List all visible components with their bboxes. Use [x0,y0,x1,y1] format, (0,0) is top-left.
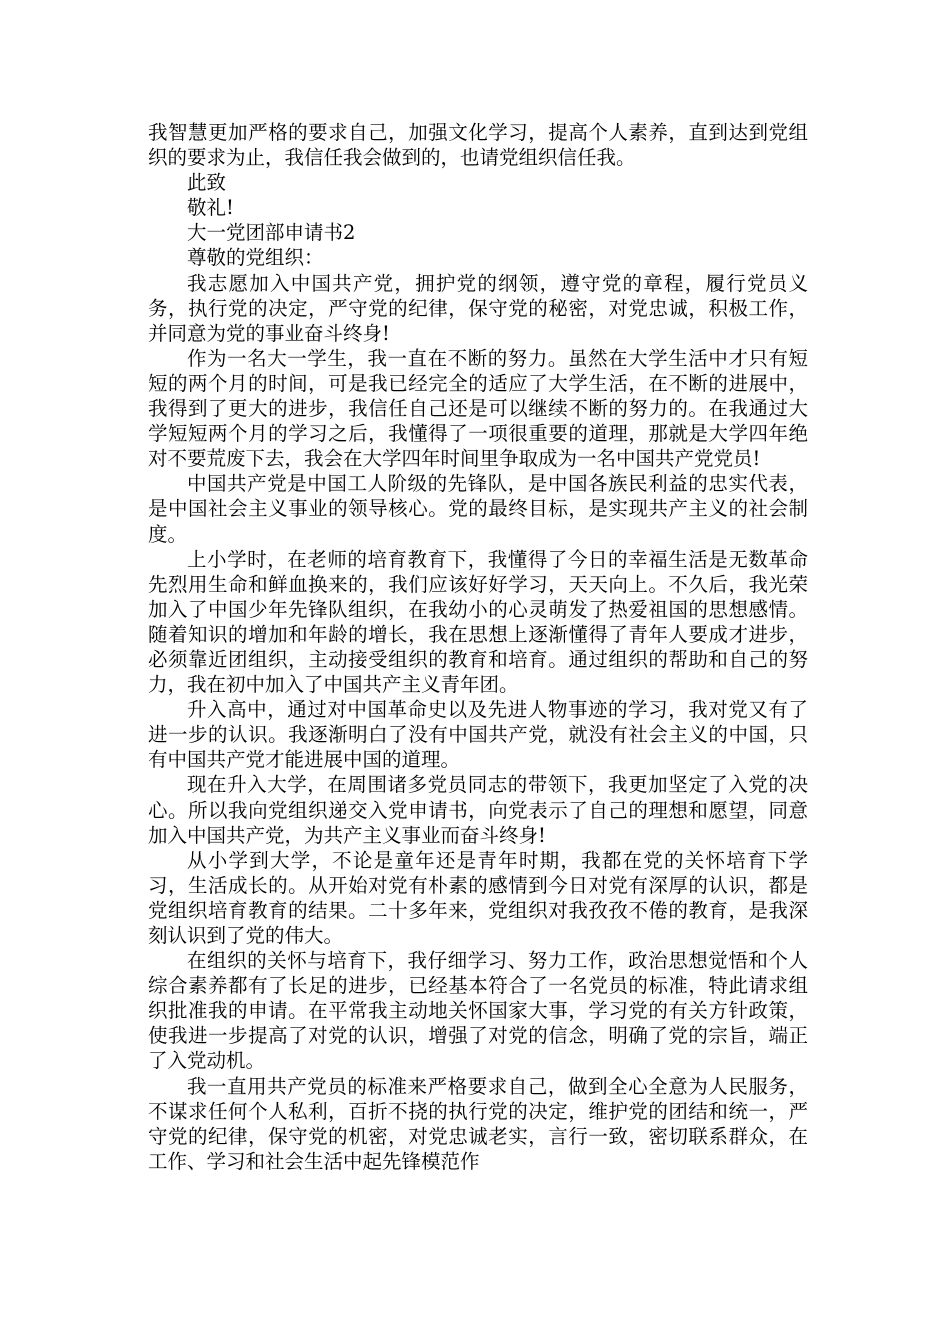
paragraph-university: 现在升入大学，在周围诸多党员同志的带领下，我更加坚定了入党的决心。所以我向党组织递交入党申请书，向党表示了自己的理想和愿望，同意加入中国共产党，为共产主义事业而奋斗终身! [148,773,808,847]
section-title: 大一党团部申请书2 [187,221,356,245]
closing-regards: 敬礼! [187,196,234,220]
paragraph-standards: 我一直用共产党员的标准来严格要求自己，做到全心全意为人民服务，不谋求任何个人私利，百折不挠的执行党的决定，维护党的团结和统一，严守党的纪律，保守党的机密，对党忠诚老实，言行一致，密切联系群众，在工作、学习和社会生活中起先锋模范作 [148,1074,808,1173]
paragraph-primary-school: 上小学时，在老师的培育教育下，我懂得了今日的幸福生活是无数革命先烈用生命和鲜血换来的，我们应该好好学习，天天向上。不久后，我光荣加入了中国少年先锋队组织，在我幼小的心灵萌发了热爱祖国的思想感情。随着知识的增加和年龄的增长，我在思想上逐渐懂得了青年人要成才进步，必须靠近团组织，主动接受组织的教育和培育。通过组织的帮助和自己的努力，我在初中加入了中国共产主义青年团。 [148,547,808,697]
greeting: 尊敬的党组织： [187,246,324,270]
document-body [148,120,808,1174]
paragraph-progress: 在组织的关怀与培育下，我仔细学习、努力工作，政治思想觉悟和个人综合素养都有了长足的进步，已经基本符合了一名党员的标准，特此请求组织批准我的申请。在平常我主动地关怀国家大事，学习党的有关方针政策，使我进一步提高了对党的认识，增强了对党的信念，明确了党的宗旨，端正了入党动机。 [148,949,808,1073]
paragraph-growth: 从小学到大学，不论是童年还是青年时期，我都在党的关怀培育下学习，生活成长的。从开始对党有朴素的感情到今日对党有深厚的认识，都是党组织培育教育的结果。二十多年来，党组织对我孜孜不倦的教育，是我深刻认识到了党的伟大。 [148,848,808,947]
paragraph-pledge: 我志愿加入中国共产党，拥护党的纲领，遵守党的章程，履行党员义务，执行党的决定，严守党的纪律，保守党的秘密，对党忠诚，积极工作，并同意为党的事业奋斗终身! [148,271,808,345]
paragraph-party-nature: 中国共产党是中国工人阶级的先锋队，是中国各族民利益的忠实代表，是中国社会主义事业的领导核心。党的最终目标，是实现共产主义的社会制度。 [148,472,808,546]
paragraph-freshman: 作为一名大一学生，我一直在不断的努力。虽然在大学生活中才只有短短的两个月的时间，可是我已经完全的适应了大学生活，在不断的进展中，我得到了更大的进步，我信任自己还是可以继续不断的努力的。在我通过大学短短两个月的学习之后，我懂得了一项很重要的道理，那就是大学四年绝对不要荒废下去，我会在大学四年时间里争取成为一名中国共产党党员! [148,346,808,471]
closing-salutation: 此致 [187,171,227,195]
paragraph-continuation: 我智慧更加严格的要求自己，加强文化学习，提高个人素养，直到达到党组织的要求为止，我信任我会做到的，也请党组织信任我。 [148,121,808,170]
paragraph-high-school: 升入高中，通过对中国革命史以及先进人物事迹的学习，我对党又有了进一步的认识。我逐渐明白了没有中国共产党，就没有社会主义的中国，只有中国共产党才能进展中国的道理。 [148,698,808,772]
